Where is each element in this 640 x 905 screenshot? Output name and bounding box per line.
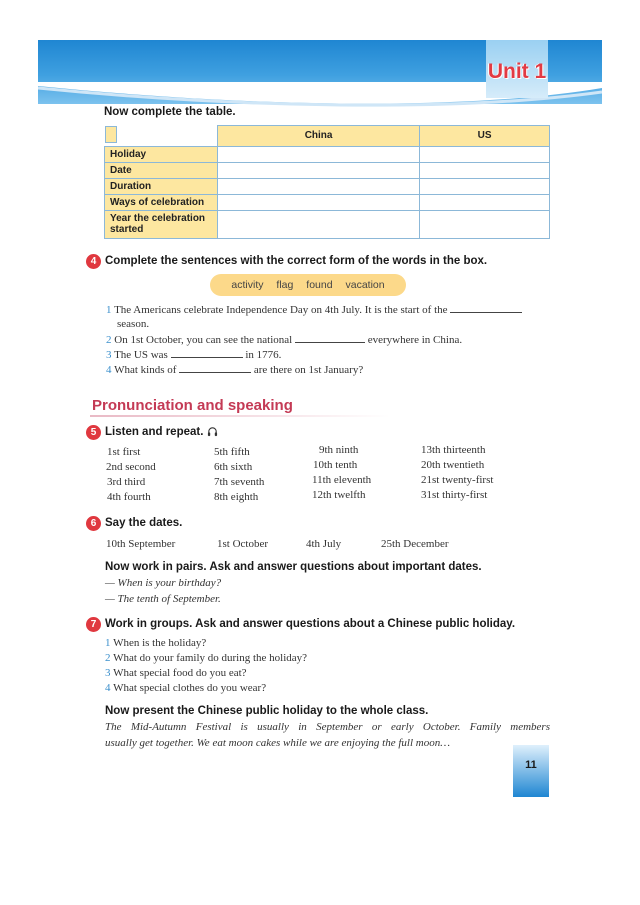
ordinal-item: 8th eighth [214,491,259,503]
exercise-number-badge: 4 [86,254,101,269]
sentence-4 [106,363,363,376]
row-label-date: Date [105,162,218,178]
table-cell-china[interactable] [218,162,420,178]
date-item: 10th September [106,538,176,550]
word-item: flag [276,279,294,291]
table-cell-china[interactable] [218,146,420,162]
table-cell-china[interactable] [218,210,420,238]
sentence-text: On 1st October, you can see the national [114,334,293,346]
sentence-text: everywhere in China. [367,334,463,346]
ordinal-item: 4th fourth [107,491,151,503]
sentence-1 [106,303,522,316]
sentence-number: 1 [106,304,112,316]
table-cell-china[interactable] [218,194,420,210]
holiday-table [104,125,550,239]
date-item: 4th July [306,538,342,550]
question-text: What special clothes do you wear? [113,682,267,694]
ordinal-item: 10th tenth [313,459,358,471]
ordinal-item: 31st thirty-first [421,489,488,501]
table-cell-us[interactable] [420,162,550,178]
column-header-us: US [420,126,550,147]
exercise7-instruction: Work in groups. Ask and answer questions about a Chinese public holiday. [105,618,516,630]
question-text: What special food do you eat? [113,667,247,679]
exercise5-instruction-text: Listen and repeat. [105,426,204,438]
page-number: 11 [525,759,537,771]
headphones-icon[interactable] [207,426,218,437]
table-row [105,210,550,238]
sentence-text: are there on 1st January? [253,364,364,376]
ordinal-item: 7th seventh [214,476,265,488]
column-header-china: China [218,126,420,147]
question-item [105,637,206,649]
table-cell-us[interactable] [420,210,550,238]
ordinal-item: 6th sixth [214,461,253,473]
page-number-tab [513,745,549,797]
date-item: 1st October [217,538,269,550]
ordinal-item: 13th thirteenth [421,444,486,456]
question-number: 1 [105,637,111,649]
answer-blank[interactable] [179,363,251,373]
sentence-number: 3 [106,349,112,361]
exercise6-instruction: Say the dates. [105,517,183,529]
exercise-number-badge: 5 [86,425,101,440]
exercise4-instruction: Complete the sentences with the correct form of the words in the box. [105,255,488,267]
exercise-number-badge: 7 [86,617,101,632]
word-item: activity [231,279,264,291]
table-row [105,194,550,210]
exercise5-instruction [105,426,218,438]
sentence-3 [106,348,281,361]
table-row [105,162,550,178]
dialogue-line: — The tenth of September. [105,593,221,605]
sentence-number: 2 [106,334,112,346]
ordinal-item: 9th ninth [319,444,359,456]
example-paragraph-line: usually get together. We eat moon cakes while we are enjoying the full moon… [105,737,451,749]
word-box [210,274,406,296]
table-cell-us[interactable] [420,194,550,210]
ordinal-item: 21st twenty-first [421,474,494,486]
sentence-text: The Americans celebrate Independence Day on 4th July. It is the start of the [114,304,448,316]
ordinal-item: 20th twentieth [421,459,485,471]
question-item [105,682,266,694]
ordinal-item: 5th fifth [214,446,250,458]
table-corner [105,126,117,143]
table-row [105,178,550,194]
table-header-row [105,126,550,147]
question-number: 2 [105,652,111,664]
table-row [105,146,550,162]
date-item: 25th December [381,538,449,550]
present-instruction: Now present the Chinese public holiday to the whole class. [105,705,429,717]
section-title: Pronunciation and speaking [92,397,293,414]
answer-blank[interactable] [171,348,243,358]
sentence-text: What kinds of [114,364,177,376]
table-cell-china[interactable] [218,178,420,194]
sentence-1-continued: season. [117,318,150,330]
sentence-number: 4 [106,364,112,376]
section-underline [90,415,390,417]
word-item: vacation [345,279,385,291]
answer-blank[interactable] [450,303,522,313]
row-label-duration: Duration [105,178,218,194]
ordinal-item: 1st first [107,446,141,458]
sentence-text: in 1776. [245,349,282,361]
ordinal-item: 2nd second [106,461,156,473]
question-text: What do your family do during the holiday? [113,652,308,664]
question-number: 4 [105,682,111,694]
dialogue-line: — When is your birthday? [105,577,222,589]
table-cell-us[interactable] [420,146,550,162]
row-label-ways: Ways of celebration [105,194,218,210]
exercise-number-badge: 6 [86,516,101,531]
question-item [105,652,307,664]
ordinal-item: 12th twelfth [312,489,366,501]
sentence-2 [106,333,462,346]
word-item: found [306,279,333,291]
row-label-holiday: Holiday [105,146,218,162]
ordinal-item: 11th eleventh [312,474,372,486]
row-label-year: Year the celebration started [105,210,218,238]
answer-blank[interactable] [295,333,365,343]
question-text: When is the holiday? [113,637,207,649]
question-item [105,667,247,679]
ordinal-item: 3rd third [107,476,146,488]
table-instruction: Now complete the table. [104,106,236,118]
question-number: 3 [105,667,111,679]
example-paragraph-line: The Mid-Autumn Festival is usually in September or early October. Family members [105,721,550,733]
table-cell-us[interactable] [420,178,550,194]
unit-title: Unit 1 [487,60,547,83]
pairs-instruction: Now work in pairs. Ask and answer questions about important dates. [105,561,482,573]
sentence-text: The US was [114,349,168,361]
